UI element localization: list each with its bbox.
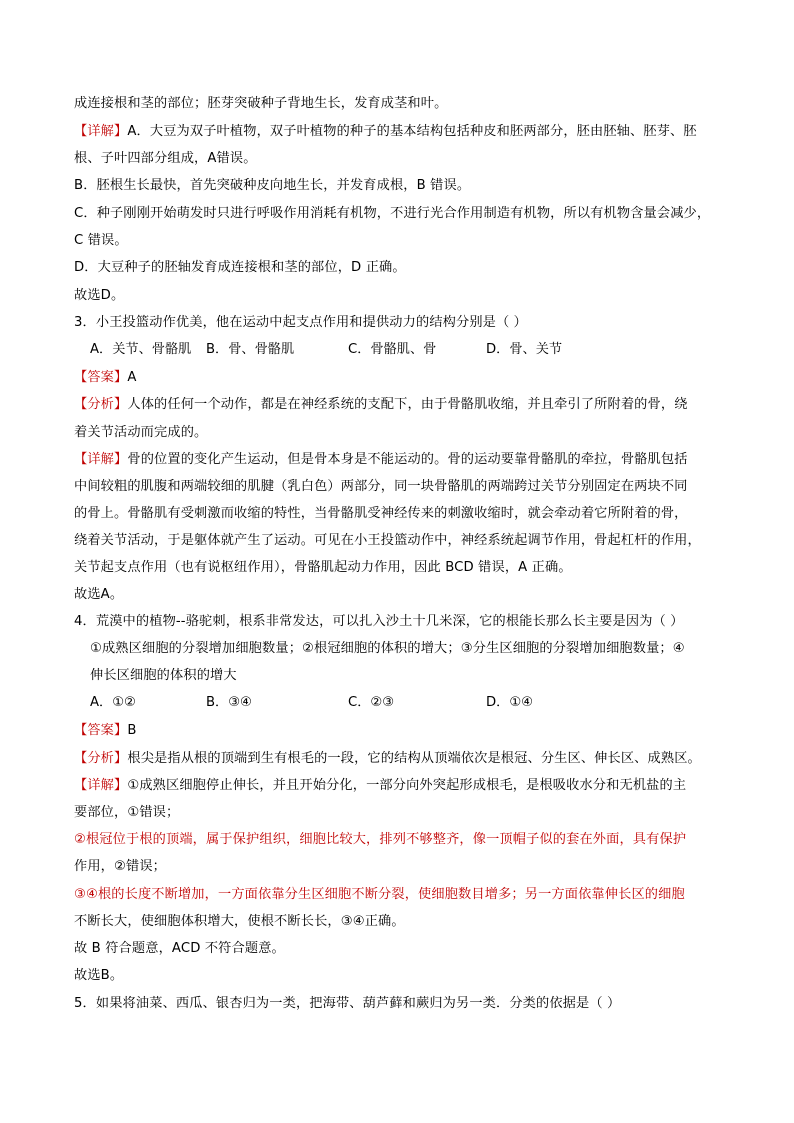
q3-option-b: B．骨、骨骼肌: [206, 342, 295, 357]
q4-final-answer: 故选B。: [74, 968, 124, 983]
q4-detail-red-1-cont: 作用，②错误；: [74, 859, 166, 874]
q4-detail-red-2-cont: 不断长大，使细胞体积增大，使根不断长长，③④正确。: [74, 914, 405, 929]
q3-detail-2: 中间较粗的肌腹和两端较细的肌腱（乳白色）两部分，同一块骨骼肌的两端跨过关节分别固定在两块不同: [74, 479, 688, 494]
q3-answer: A: [127, 370, 137, 385]
q3-detail-3: 的骨上。骨骼肌有受刺激而收缩的特性，当骨骼肌受神经传来的刺激收缩时，就会牵动着它所附着的骨，: [74, 506, 688, 521]
q5-stem: 5．如果将油菜、西瓜、银杏归为一类，把海带、葫芦藓和蕨归为另一类．分类的依据是（ ）: [74, 996, 621, 1011]
answer-tag: 【答案】: [74, 723, 128, 738]
q2-option-d-explanation: D．大豆种子的胚轴发育成连接根和茎的部位，D 正确。: [74, 260, 406, 275]
q3-analysis-line: [74, 396, 734, 414]
q4-answer-line: [74, 722, 734, 740]
q4-analysis: 根尖是指从根的顶端到生有根毛的一段，它的结构从顶端依次是根冠、分生区、伸长区、成熟区。: [127, 751, 701, 766]
q4-option-b: B．③④: [206, 695, 252, 710]
q3-option-c: C．骨骼肌、骨: [348, 342, 437, 357]
analysis-tag: 【分析】: [74, 397, 128, 412]
q2-detail-a: A．大豆为双子叶植物，双子叶植物的种子的基本结构包括种皮和胚两部分，胚由胚轴、胚芽、胚: [127, 124, 697, 139]
q4-items-cont: 伸长区细胞的体积的增大: [90, 668, 237, 683]
q4-option-a: A．①②: [90, 695, 136, 710]
q4-detail: ①成熟区细胞停止伸长，并且开始分化，一部分向外突起形成根毛，是根吸收水分和无机盐的主: [127, 778, 687, 793]
q2-option-b-explanation: B．胚根生长最快，首先突破种皮向地生长，并发育成根，B 错误。: [74, 178, 471, 193]
detail-tag: 【详解】: [74, 124, 128, 139]
q3-stem: 3．小王投篮动作优美，他在运动中起支点作用和提供动力的结构分别是（ ）: [74, 315, 528, 330]
analysis-tag: 【分析】: [74, 751, 128, 766]
q2-option-c-explanation-cont: C 错误。: [74, 233, 128, 248]
q4-stem: 4．荒漠中的植物--骆驼刺，根系非常发达，可以扎入沙土十几米深，它的根能长那么长主要是因为（ ）: [74, 614, 684, 629]
q3-analysis-cont: 着关节活动而完成的。: [74, 425, 208, 440]
q4-detail-red-1: ②根冠位于根的顶端，属于保护组织，细胞比较大，排列不够整齐，像一顶帽子似的套在外面，具有保护: [74, 832, 687, 847]
paragraph-line: 成连接根和茎的部位；胚芽突破种子背地生长，发育成茎和叶。: [74, 96, 448, 111]
q3-detail: 骨的位置的变化产生运动，但是骨本身是不能运动的。骨的运动要靠骨骼肌的牵拉，骨骼肌包括: [127, 452, 688, 467]
q4-detail-red-2: ③④根的长度不断增加，一方面依靠分生区细胞不断分裂，使细胞数目增多；另一方面依靠伸长区的细胞: [74, 887, 685, 902]
q4-items: ①成熟区细胞的分裂增加细胞数量；②根冠细胞的体积的增大；③分生区细胞的分裂增加细胞数量；④: [90, 641, 685, 656]
q2-final-answer: 故选D。: [74, 288, 125, 303]
q3-analysis: 人体的任何一个动作，都是在神经系统的支配下，由于骨骼肌收缩，并且牵引了所附着的骨，绕: [127, 397, 688, 412]
q3-detail-line: [74, 451, 734, 469]
q3-option-a: A．关节、骨骼肌: [90, 342, 192, 357]
detail-tag: 【详解】: [74, 452, 128, 467]
q4-detail-2: 要部位，①错误；: [74, 805, 180, 820]
q2-detail-line: [74, 123, 734, 141]
q3-detail-4: 绕着关节活动，于是躯体就产生了运动。可见在小王投篮动作中，神经系统起调节作用，骨起杠杆的作用，: [74, 533, 701, 548]
q4-analysis-line: [74, 750, 734, 768]
q4-option-d: D．①④: [486, 695, 533, 710]
detail-tag: 【详解】: [74, 778, 128, 793]
q4-option-c: C．②③: [348, 695, 395, 710]
q4-conclusion: 故 B 符合题意，ACD 不符合题意。: [74, 941, 285, 956]
q3-option-d: D．骨、关节: [486, 342, 563, 357]
q3-detail-5: 关节起支点作用（也有说枢纽作用），骨骼肌起动力作用，因此 BCD 错误，A 正确。: [74, 560, 572, 575]
q4-detail-line: [74, 777, 734, 795]
q4-answer: B: [127, 723, 137, 738]
q2-detail-a2: 根、子叶四部分组成，A错误。: [74, 151, 257, 166]
answer-tag: 【答案】: [74, 370, 128, 385]
q2-option-c-explanation: C．种子刚刚开始萌发时只进行呼吸作用消耗有机物，不进行光合作用制造有机物，所以有机物含量会减少，: [74, 206, 711, 221]
q3-answer-line: [74, 369, 734, 387]
q3-final-answer: 故选A。: [74, 587, 124, 602]
